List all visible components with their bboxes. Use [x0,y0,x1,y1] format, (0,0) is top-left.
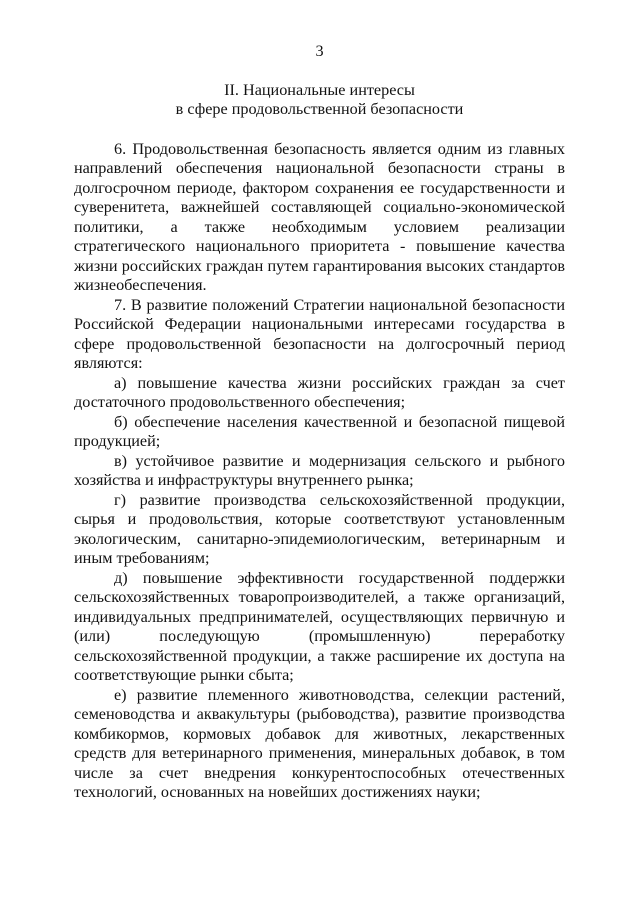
section-title-line-2: в сфере продовольственной безопасности [175,100,464,118]
list-item-v: в) устойчивое развитие и модернизация сельского и рыбного хозяйства и инфраструктуры внутреннего рынка; [74,451,565,489]
list-item-d: д) повышение эффективности государственной поддержки сельскохозяйственных товаропроизводителей, а также организаций, индивидуальных предпринимателей, осуществляющих первичную и (или) последующую (промышленную) переработку сельскохозяйственной продукции, а также расширение их доступа на соответствующие рынки сбыта; [74,568,565,684]
list-item-b: б) обеспечение населения качественной и безопасной пищевой продукцией; [74,412,565,450]
paragraph-6: 6. Продовольственная безопасность является одним из главных направлений обеспечения национальной безопасности страны в долгосрочном периоде, фактором сохранения ее государственности и суверенитета, важнейшей составляющей социально-экономической политики, а также необходимым условием реализации стратегического национального приоритета - повышение качества жизни российских граждан путем гарантирования высоких стандартов жизнеобеспечения. [74,139,565,294]
paragraph-7: 7. В развитие положений Стратегии национальной безопасности Российской Федерации национальными интересами государства в сфере продовольственной безопасности на долгосрочный период являются: [74,295,565,372]
list-item-g: г) развитие производства сельскохозяйственной продукции, сырья и продовольствия, которые соответствуют установленным экологическим, санитарно-эпидемиологическим, ветеринарным и иным требованиям; [74,490,565,567]
list-item-a: а) повышение качества жизни российских граждан за счет достаточного продовольственного обеспечения; [74,373,565,411]
list-item-e: е) развитие племенного животноводства, селекции растений, семеноводства и аквакультуры (рыбоводства), развитие производства комбикормов, кормовых добавок для животных, лекарственных средств для ветеринарного применения, минеральных добавок, в том числе за счет внедрения конкурентоспособных отечественных технологий, основанных на новейших достижениях науки; [74,685,565,801]
section-title-line-1: II. Национальные интересы [224,80,415,99]
section-heading [74,81,565,120]
document-page [74,42,565,803]
page-number: 3 [315,42,324,60]
